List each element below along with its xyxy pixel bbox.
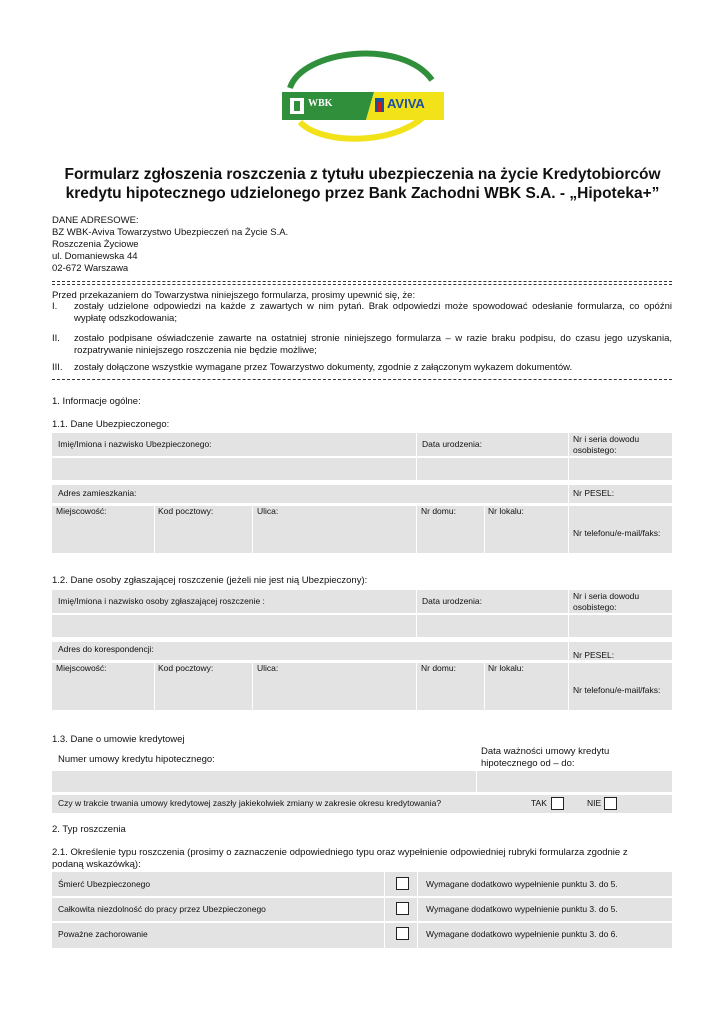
claimant-address-label: Adres do korespondencji:	[58, 644, 154, 654]
claim-death-checkbox[interactable]	[396, 877, 409, 890]
intro-num: II.	[52, 333, 60, 344]
contract-number-label: Numer umowy kredytu hipotecznego:	[58, 754, 215, 765]
claimant-id-label: Nr i seria dowodu osobistego:	[573, 591, 640, 612]
insured-phone-label: Nr telefonu/e-mail/faks:	[573, 528, 661, 538]
intro-item: zostały udzielone odpowiedzi na każde z zawartych w nim pytań. Brak odpowiedzi może spowodować odesłanie formularza, co opóźni wypłatę odszkodowania;	[74, 301, 672, 324]
section-1-heading: 1. Informacje ogólne:	[52, 396, 141, 407]
claimant-name-input[interactable]	[52, 615, 416, 637]
credit-change-question: Czy w trakcie trwania umowy kredytowej zaszły jakiekolwiek zmiany w zakresie okresu kredytowania?	[58, 798, 442, 808]
divider	[52, 379, 672, 380]
insured-name-label: Imię/Imiona i nazwisko Ubezpieczonego:	[58, 439, 212, 449]
intro-item: zostały dołączone wszystkie wymagane przez Towarzystwo dokumenty, zgodnie z załączonym wykazem dokumentów.	[74, 362, 573, 373]
insured-city-label: Miejscowość:	[56, 506, 107, 516]
claim-type-table	[52, 872, 672, 948]
insured-id-label: Nr i seria dowodu osobistego:	[573, 434, 640, 455]
insured-house-label: Nr domu:	[421, 506, 456, 516]
claim-type-label: Całkowita niezdolność do pracy przez Ubezpieczonego	[58, 904, 266, 914]
address-line: 02-672 Warszawa	[52, 263, 129, 274]
claim-illness-checkbox[interactable]	[396, 927, 409, 940]
yes-checkbox[interactable]	[551, 797, 564, 810]
contract-validity-input[interactable]	[477, 771, 672, 792]
page-title: Formularz zgłoszenia roszczenia z tytułu ubezpieczenia na życie Kredytobiorców	[64, 166, 661, 183]
section-2-heading: 2. Typ roszczenia	[52, 824, 126, 835]
insured-address-label: Adres zamieszkania:	[58, 488, 137, 498]
claimant-street-label: Ulica:	[257, 663, 279, 673]
logo-wbk-text: WBK	[308, 98, 333, 109]
logo	[282, 40, 444, 146]
intro-num: I.	[52, 301, 58, 312]
claimant-dob-label: Data urodzenia:	[422, 596, 483, 606]
claimant-table	[52, 590, 672, 710]
claim-type-note: Wymagane dodatkowo wypełnienie punktu 3. do 6.	[426, 929, 618, 939]
no-checkbox[interactable]	[604, 797, 617, 810]
logo-aviva-text: AVIVA	[387, 96, 425, 111]
claimant-phone-label: Nr telefonu/e-mail/faks:	[573, 685, 661, 695]
section-1-2-heading: 1.2. Dane osoby zgłaszającej roszczenie (jeżeli nie jest nią Ubezpieczony):	[52, 575, 368, 586]
insured-table	[52, 433, 672, 553]
claim-type-label: Poważne zachorowanie	[58, 929, 148, 939]
question-row	[52, 795, 672, 813]
claim-disability-checkbox[interactable]	[396, 902, 409, 915]
contract-row	[52, 771, 672, 792]
address-block	[52, 215, 288, 275]
claim-type-label: Śmierć Ubezpieczonego	[58, 879, 151, 889]
claimant-flat-label: Nr lokalu:	[488, 663, 524, 673]
address-line: ul. Domaniewska 44	[52, 251, 138, 262]
insured-street-label: Ulica:	[257, 506, 279, 516]
claimant-postal-label: Kod pocztowy:	[158, 663, 214, 673]
address-header: DANE ADRESOWE:	[52, 215, 139, 226]
divider	[52, 284, 672, 285]
section-2-1-heading: 2.1. Określenie typu roszczenia (prosimy o zaznaczenie odpowiedniego typu oraz wypełnienie odpowiedniej rubryki formularza zgodnie z podaną wskazówką):	[52, 847, 628, 870]
divider	[52, 281, 672, 282]
intro-lead: Przed przekazaniem do Towarzystwa niniejszego formularza, prosimy upewnić się, że:	[52, 290, 416, 301]
insured-postal-label: Kod pocztowy:	[158, 506, 214, 516]
intro-item: zostało podpisane oświadczenie zawarte na ostatniej stronie niniejszego formularza – w razie braku podpisu, do czasu jego uzyskania, rozpatrywanie niniejszego roszczenia nie będzie możliwe;	[74, 333, 672, 356]
address-line: Roszczenia Życiowe	[52, 239, 139, 250]
contract-number-input[interactable]	[52, 771, 476, 792]
claimant-name-label: Imię/Imiona i nazwisko osoby zgłaszającej roszczenie :	[58, 596, 265, 606]
claimant-dob-input[interactable]	[417, 615, 568, 637]
claim-type-note: Wymagane dodatkowo wypełnienie punktu 3. do 5.	[426, 879, 618, 889]
insured-dob-input[interactable]	[417, 458, 568, 480]
logo-graphic	[282, 40, 444, 146]
yes-label: TAK	[531, 798, 547, 808]
claimant-city-label: Miejscowość:	[56, 663, 107, 673]
address-line: BZ WBK-Aviva Towarzystwo Ubezpieczeń na Życie S.A.	[52, 227, 289, 238]
claimant-id-input[interactable]	[569, 615, 672, 637]
section-1-1-heading: 1.1. Dane Ubezpieczonego:	[52, 419, 170, 430]
insured-pesel-label: Nr PESEL:	[573, 488, 615, 498]
section-1-3-heading: 1.3. Dane o umowie kredytowej	[52, 734, 185, 745]
insured-flat-label: Nr lokalu:	[488, 506, 524, 516]
intro-num: III.	[52, 362, 63, 373]
insured-dob-label: Data urodzenia:	[422, 439, 483, 449]
page-title-line2: kredytu hipotecznego udzielonego przez Bank Zachodni WBK S.A. - „Hipoteka+”	[65, 185, 660, 202]
claimant-house-label: Nr domu:	[421, 663, 456, 673]
claimant-pesel-label: Nr PESEL:	[573, 650, 615, 660]
insured-id-input[interactable]	[569, 458, 672, 480]
insured-name-input[interactable]	[52, 458, 416, 480]
claim-type-note: Wymagane dodatkowo wypełnienie punktu 3. do 5.	[426, 904, 618, 914]
no-label: NIE	[587, 798, 602, 808]
contract-validity-label: Data ważności umowy kredytu hipotecznego od – do:	[481, 746, 610, 769]
